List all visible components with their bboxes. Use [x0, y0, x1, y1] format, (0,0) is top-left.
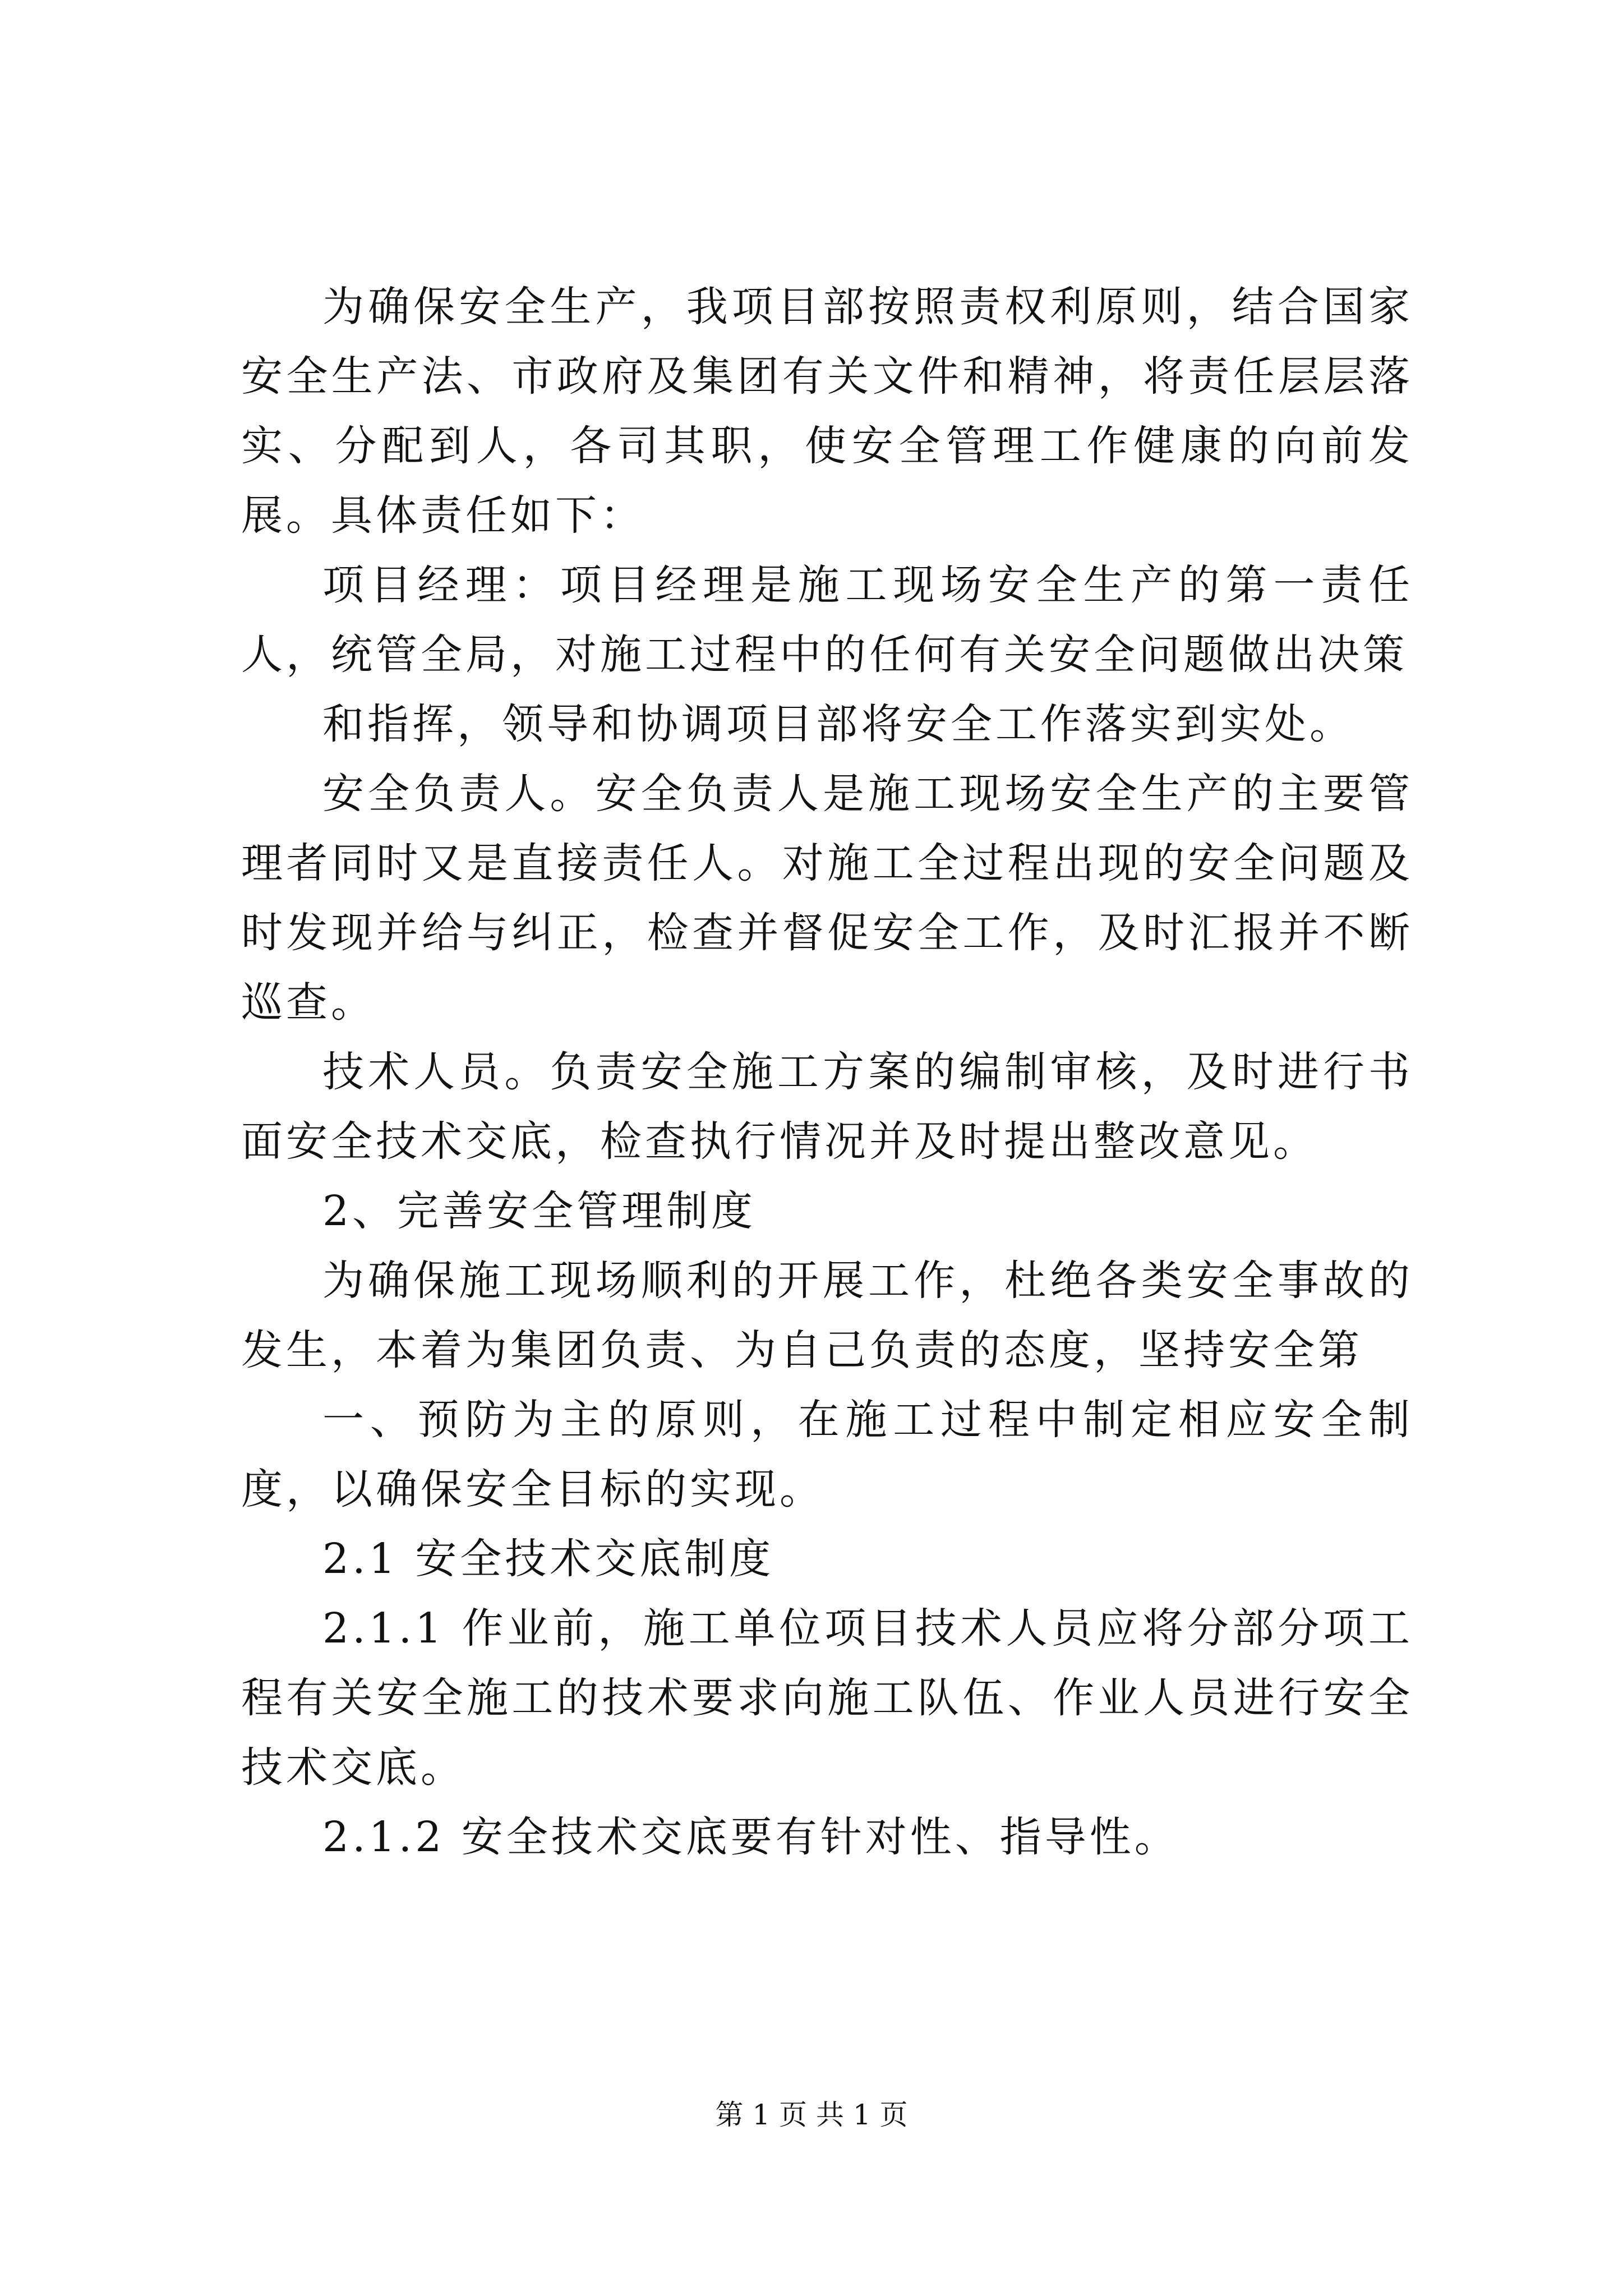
section-heading-2: 2、完善安全管理制度 [322, 1187, 757, 1235]
paragraph-responsibility-intro: 为确保安全生产，我项目部按照责权利原则，结合国家安全生产法、市政府及集团有关文件和精神，将责任层层落实、分配到人，各司其职，使安全管理工作健康的向前发展。具体责任如下： [241, 283, 1413, 540]
paragraph-safety-officer: 安全负责人。安全负责人是施工现场安全生产的主要管理者同时又是直接责任人。对施工全过程出现的安全问题及时发现并给与纠正，检查并督促安全工作，及时汇报并不断巡查。 [241, 770, 1413, 1027]
page-number: 第 1 页 共 1 页 [715, 2099, 908, 2131]
document-body [241, 272, 1413, 1872]
paragraph-technical-staff: 技术人员。负责安全施工方案的编制审核，及时进行书面安全技术交底，检查执行情况并及时提出整改意见。 [241, 1048, 1413, 1166]
paragraph-management-system: 为确保施工现场顺利的开展工作，杜绝各类安全事故的发生，本着为集团负责、为自己负责的态度，坚持安全第 [241, 1257, 1413, 1374]
paragraph-2-1-1: 2.1.1 作业前，施工单位项目技术人员应将分部分项工程有关安全施工的技术要求向施工队伍、作业人员进行安全技术交底。 [241, 1604, 1413, 1792]
paragraph-project-manager-cont: 和指挥，领导和协调项目部将安全工作落实到实处。 [322, 700, 1354, 748]
section-heading-2-1: 2.1 安全技术交底制度 [322, 1535, 774, 1583]
paragraph-prevention-principle: 一、预防为主的原则，在施工过程中制定相应安全制度，以确保安全目标的实现。 [241, 1396, 1413, 1513]
paragraph-2-1-2: 2.1.2 安全技术交底要有针对性、指导性。 [322, 1813, 1179, 1861]
page-footer [0, 2098, 1623, 2132]
paragraph-project-manager: 项目经理：项目经理是施工现场安全生产的第一责任人，统管全局，对施工过程中的任何有关安全问题做出决策 [241, 561, 1413, 679]
